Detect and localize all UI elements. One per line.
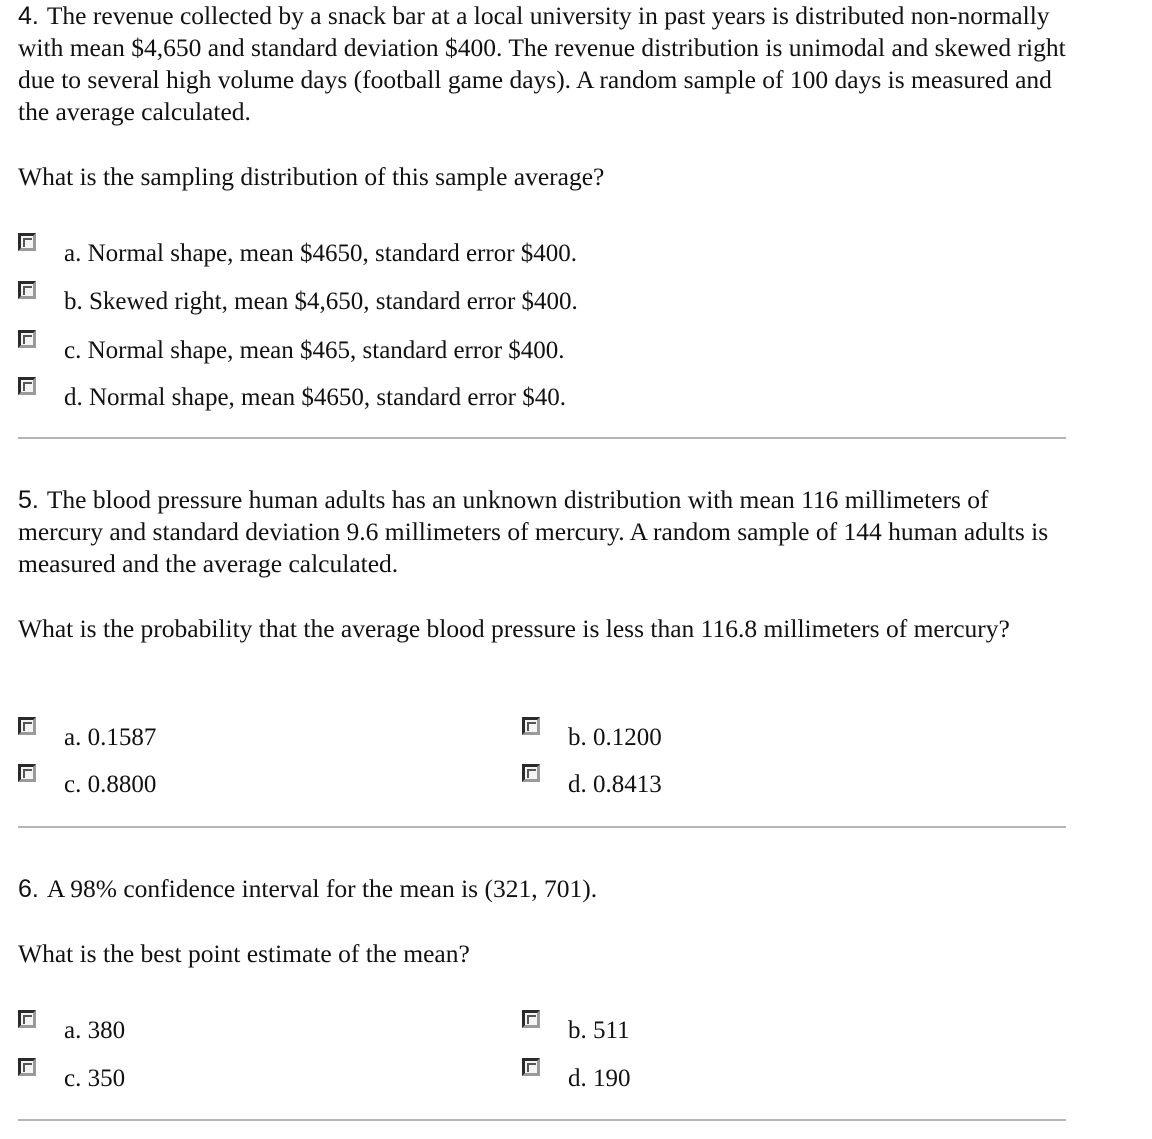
question-6-number: 6. xyxy=(18,875,39,903)
question-4-text xyxy=(18,0,1078,128)
option-label: a. 380 xyxy=(64,1017,126,1044)
checkbox-icon[interactable] xyxy=(18,233,36,251)
option-label: b. 511 xyxy=(568,1017,630,1044)
checkbox-icon[interactable] xyxy=(18,1010,36,1028)
option-label: c. Normal shape, mean $465, standard error $400. xyxy=(64,337,565,364)
question-5-text xyxy=(18,484,1078,580)
question-5-body: The blood pressure human adults has an unknown distribution with mean 116 millimeters of mercury and standard deviation 9.6 millimeters of mercury. A random sample of 144 human adults is measured and the average calculated. xyxy=(18,485,1049,578)
option-label: b. Skewed right, mean $4,650, standard error $400. xyxy=(64,288,578,315)
checkbox-icon[interactable] xyxy=(522,764,540,782)
checkbox-icon[interactable] xyxy=(18,717,36,735)
question-6-prompt: What is the best point estimate of the mean? xyxy=(18,939,470,968)
checkbox-icon[interactable] xyxy=(18,330,36,348)
divider xyxy=(18,1119,1066,1121)
option-label: d. 0.8413 xyxy=(568,771,662,798)
option-label: a. Normal shape, mean $4650, standard error $400. xyxy=(64,240,578,267)
option-label: c. 350 xyxy=(64,1065,126,1092)
option-label: a. 0.1587 xyxy=(64,724,157,751)
checkbox-icon[interactable] xyxy=(522,1058,540,1076)
checkbox-icon[interactable] xyxy=(18,281,36,299)
question-4-body: The revenue collected by a snack bar at a local university in past years is distributed non-normally with mean $4,650 and standard deviation $400. The revenue distribution is unimodal and skewed right due to several high volume days (football game days). A random sample of 100 days is measured and the average calculated. xyxy=(18,1,1066,126)
option-label: b. 0.1200 xyxy=(568,724,662,751)
question-4-prompt: What is the sampling distribution of this sample average? xyxy=(18,162,605,191)
question-6-body: A 98% confidence interval for the mean is (321, 701). xyxy=(46,874,598,903)
question-5-prompt: What is the probability that the average blood pressure is less than 116.8 millimeters of mercury? xyxy=(18,614,1010,643)
divider xyxy=(18,437,1066,439)
checkbox-icon[interactable] xyxy=(18,377,36,395)
checkbox-icon[interactable] xyxy=(522,1010,540,1028)
option-label: c. 0.8800 xyxy=(64,771,157,798)
question-4-number: 4. xyxy=(18,2,39,30)
divider xyxy=(18,826,1066,828)
checkbox-icon[interactable] xyxy=(18,764,36,782)
question-5-number: 5. xyxy=(18,486,39,514)
option-label: d. 190 xyxy=(568,1065,631,1092)
option-label: d. Normal shape, mean $4650, standard error $40. xyxy=(64,384,566,411)
checkbox-icon[interactable] xyxy=(522,717,540,735)
question-6-text xyxy=(18,873,1078,905)
checkbox-icon[interactable] xyxy=(18,1058,36,1076)
